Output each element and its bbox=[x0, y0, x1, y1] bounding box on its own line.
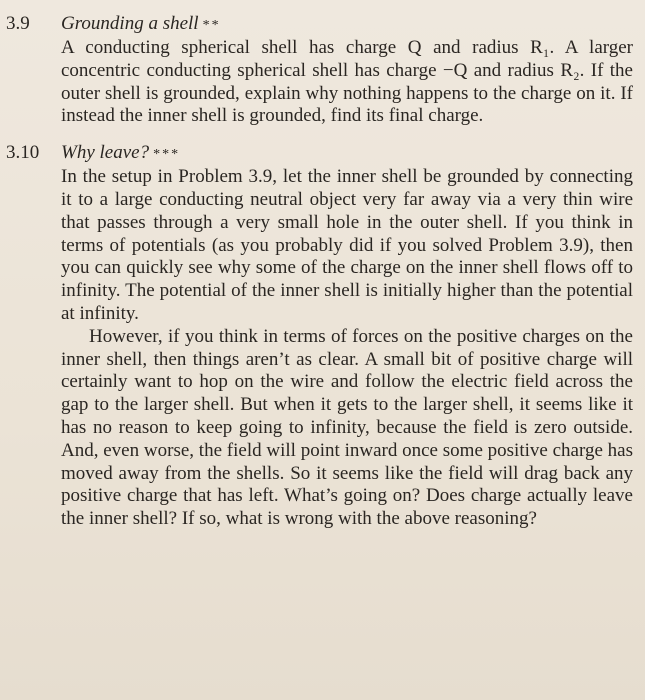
problem-paragraph-1: In the setup in Problem 3.9, let the inner shell be grounded by connecting it to a large conducting neutral object very far away via a very thin wire that passes through a very small hole in the outer shell. If you think in terms of potentials (as you probably did if you solved Problem 3.9), then you can quickly see why some of the charge on the inner shell flows off to infinity. The potential of the inner shell is initially higher than the potential at infinity. bbox=[61, 166, 633, 324]
problem-body bbox=[61, 141, 633, 531]
problem-body bbox=[61, 12, 633, 128]
problem-3-9 bbox=[0, 12, 645, 128]
problem-heading bbox=[61, 12, 633, 37]
problem-title: Grounding a shell bbox=[61, 13, 199, 34]
problem-number: 3.10 bbox=[6, 142, 40, 164]
problem-3-10 bbox=[0, 141, 645, 531]
problem-paragraph-2: However, if you think in terms of forces on the positive charges on the inner shell, then things aren’t as clear. A small bit of positive charge will certainly want to hop on the wire and follow the electric field across the gap to the larger shell. But when it gets to the larger shell, it seems like it has no reason to keep going to infinity, because the field is zero outside. And, even worse, the field will point inward once some positive charge has moved away from the shells. So it seems like the field will drag back any positive charge that has left. What’s going on? Does charge actually leave the inner shell? If so, what is wrong with the above reasoning? bbox=[61, 325, 633, 530]
problem-heading bbox=[61, 141, 633, 166]
difficulty-stars: ** bbox=[202, 18, 221, 33]
problem-text: A conducting spherical shell has charge Q and radius R₁. A larger concentric conducting spherical shell has charge −Q and radius R₂. If the outer shell is grounded, explain why nothing happens to the charge on it. If instead the inner shell is grounded, find its final charge. bbox=[61, 37, 633, 127]
problem-title: Why leave? bbox=[61, 142, 150, 164]
problem-number: 3.9 bbox=[6, 13, 30, 34]
difficulty-stars: *** bbox=[153, 147, 181, 163]
